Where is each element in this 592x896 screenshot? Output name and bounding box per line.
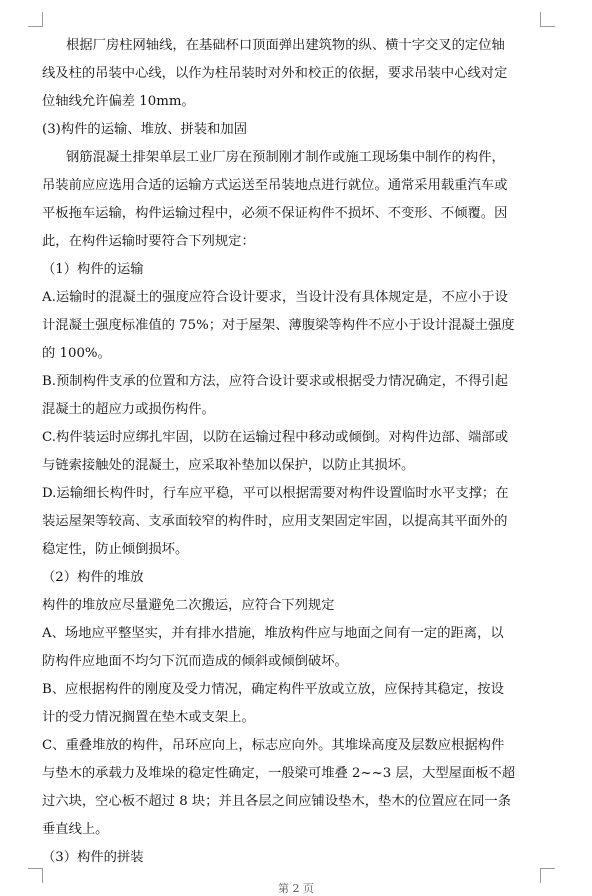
paragraph-line: 过六块，空心板不超过 8 块；并且各层之间应铺设垫木，垫木的位置应在同一条: [42, 794, 512, 809]
document-body: [42, 32, 552, 872]
crop-mark-top-right: [540, 12, 555, 27]
paragraph-line: 计混凝土强度标准值的 75%；对于屋架、薄腹梁等构件不应小于设计混凝土强度: [42, 318, 515, 333]
subsection-heading: （1）构件的运输: [42, 262, 144, 277]
section-heading: (3)构件的运输、堆放、拼装和加固: [42, 122, 247, 137]
paragraph-line: 混凝土的超应力或损伤构件。: [42, 402, 215, 417]
paragraph-line: 垂直线上。: [42, 822, 109, 837]
subsection-heading: （2）构件的堆放: [42, 570, 144, 585]
paragraph-line: C、重叠堆放的构件，吊环应向上，标志应向外。其堆垛高度及层数应根据构件: [42, 738, 505, 753]
paragraph-line: 钢筋混凝土排架单层工业厂房在预制刚才制作或施工现场集中制作的构件，: [66, 150, 505, 165]
crop-mark-bottom-left: [28, 868, 43, 883]
page-number: 第 2 页: [278, 882, 314, 895]
paragraph-line: 线及柱的吊装中心线，以作为柱吊装时对外和校正的依据，要求吊装中心线对定: [42, 66, 508, 81]
subsection-heading: （3）构件的拼装: [42, 850, 144, 865]
paragraph-line: D.运输细长构件时，行车应平稳，平可以根据需要对构件设置临时水平支撑；在: [42, 486, 509, 501]
paragraph-line: A、场地应平整坚实，并有排水措施，堆放构件应与地面之间有一定的距离，以: [42, 626, 504, 641]
paragraph-line: 吊装前应应选用合适的运输方式运送至吊装地点进行就位。通常采用载重汽车或: [42, 178, 508, 193]
paragraph-line: 位轴线允许偏差 10mm。: [42, 94, 195, 109]
paragraph-line: A.运输时的混凝土的强度应符合设计要求，当设计没有具体规定是，不应小于设: [42, 290, 508, 305]
paragraph-line: 构件的堆放应尽量避免二次搬运，应符合下列规定: [42, 598, 335, 613]
paragraph-line: C.构件装运时应绑扎牢固，以防在运输过程中移动或倾倒。对构件边部、端部或: [42, 430, 509, 445]
paragraph-line: 装运屋架等较高、支承面较窄的构件时，应用支架固定牢固，以提高其平面外的: [42, 514, 508, 529]
paragraph-line: B.预制构件支承的位置和方法，应符合设计要求或根据受力情况确定，不得引起: [42, 374, 509, 389]
paragraph-line: 与垫木的承载力及堆垛的稳定性确定，一般梁可堆叠 2~~3 层，大型屋面板不超: [42, 766, 516, 781]
paragraph-line: B、应根据构件的刚度及受力情况，确定构件平放或立放，应保持其稳定，按设: [42, 682, 504, 697]
paragraph-line: 稳定性，防止倾倒损坏。: [42, 542, 189, 557]
crop-mark-top-left: [28, 12, 43, 27]
paragraph-line: 的 100%。: [42, 346, 111, 361]
paragraph-line: 此，在构件运输时要符合下列规定：: [42, 234, 255, 249]
paragraph-line: 根据厂房柱网轴线，在基础杯口顶面弹出建筑物的纵、横十字交叉的定位轴: [66, 38, 505, 53]
paragraph-line: 与链索接触处的混凝土，应采取补垫加以保护，以防止其损坏。: [42, 458, 415, 473]
paragraph-line: 平板拖车运输，构件运输过程中，必须不保证构件不损坏、不变形、不倾覆。因: [42, 206, 508, 221]
paragraph-line: 防构件应地面不均匀下沉而造成的倾斜或倾倒破坏。: [42, 654, 348, 669]
paragraph-line: 计的受力情况搁置在垫木或支架上。: [42, 710, 255, 725]
